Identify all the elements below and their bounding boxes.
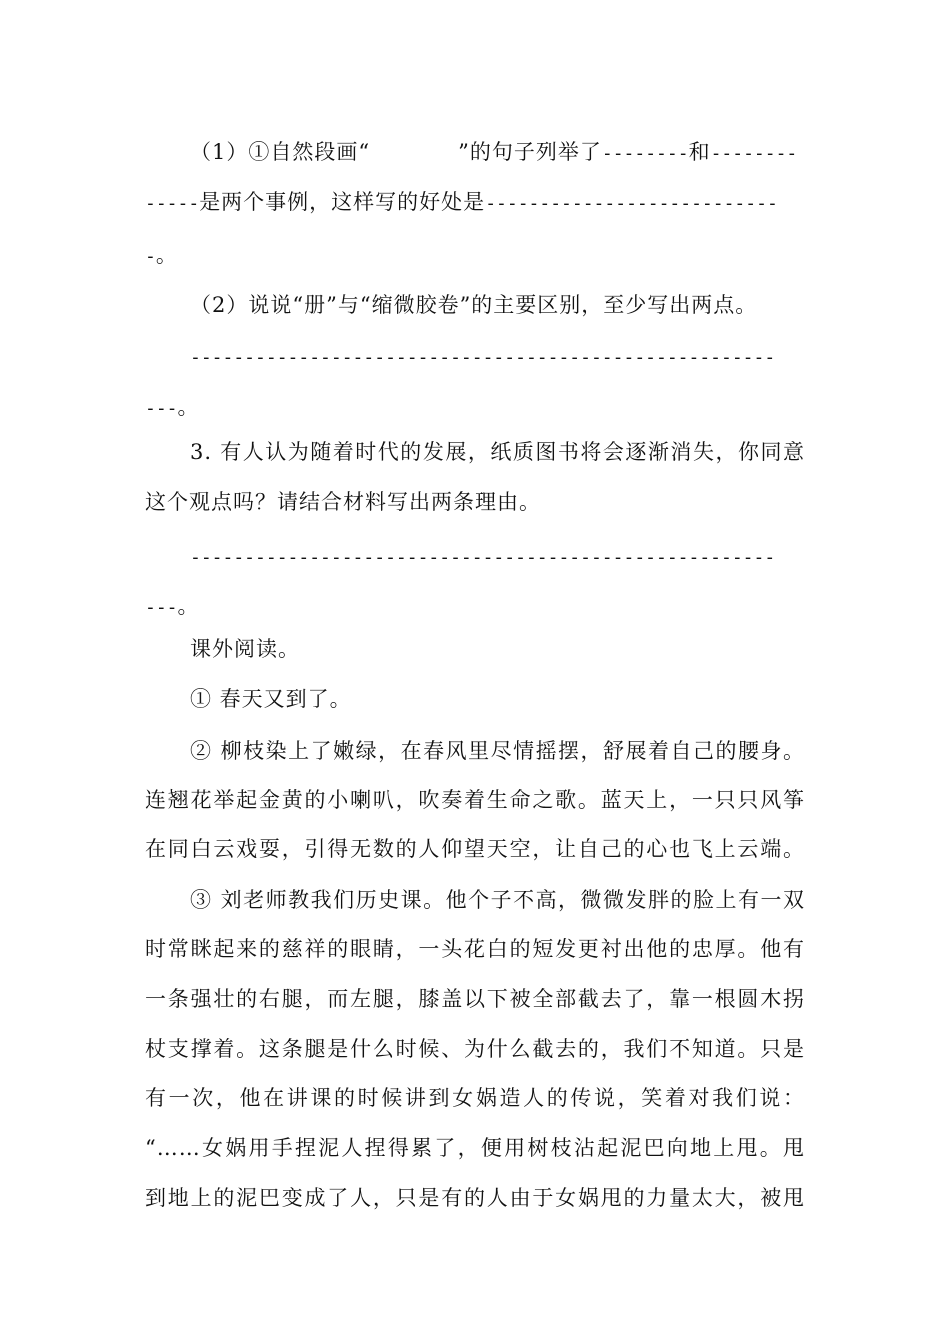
question-3-line-1: 3. 有人认为随着时代的发展，纸质图书将会逐渐消失，你同意	[190, 440, 805, 464]
question-3-line-2: 这个观点吗？请结合材料写出两条理由。	[145, 490, 541, 514]
question-2-1-prefix: （1）①自然段画“	[190, 140, 371, 164]
question-2-1-and: 和	[688, 140, 711, 164]
passage-paragraph-3-line-3: 一条强壮的右腿，而左腿，膝盖以下被全部截去了，靠一根圆木拐	[145, 987, 805, 1011]
passage-paragraph-1: ① 春天又到了。	[190, 687, 352, 711]
passage-paragraph-3-line-6: “……女娲用手捏泥人捏得累了，便用树枝沾起泥巴向地上甩。甩	[145, 1136, 805, 1160]
question-2-1-line-1	[190, 137, 805, 169]
question-3-end: 。	[177, 594, 200, 618]
passage-paragraph-3-line-1: ③ 刘老师教我们历史课。他个子不高，微微发胖的脸上有一双	[190, 888, 805, 912]
question-2-1-suffix: 是两个事例，这样写的好处是	[199, 190, 486, 214]
question-2-1-gap	[370, 140, 458, 164]
answer-blank-2b[interactable]: -----	[145, 193, 200, 214]
question-2-2-answer-end[interactable]: ---	[145, 398, 178, 419]
question-2-2-answer-end-line	[145, 392, 805, 424]
answer-blank-1[interactable]: --------	[601, 143, 689, 164]
question-2-2-text: （2）说说“册”与“缩微胶卷”的主要区别，至少写出两点。	[190, 293, 758, 317]
answer-blank-2a[interactable]: --------	[710, 143, 798, 164]
question-3-answer-line[interactable]: ------------------------------------------------------	[190, 547, 776, 568]
question-2-1-line-2	[145, 187, 805, 219]
question-3-answer-end[interactable]: ---	[145, 597, 178, 618]
passage-paragraph-3-line-7: 到地上的泥巴变成了人，只是有的人由于女娲甩的力量太大，被甩	[145, 1186, 805, 1210]
answer-blank-3[interactable]: ---------------------------	[485, 193, 778, 214]
passage-paragraph-3-line-4: 杖支撑着。这条腿是什么时候、为什么截去的，我们不知道。只是	[145, 1037, 805, 1061]
question-2-1-line-3	[145, 240, 805, 272]
answer-blank-3-end[interactable]: -	[145, 246, 156, 267]
passage-paragraph-2-line-3: 在同白云戏耍，引得无数的人仰望天空，让自己的心也飞上云端。	[145, 837, 805, 861]
section-title: 课外阅读。	[190, 637, 300, 661]
question-2-2-end: 。	[177, 395, 200, 419]
passage-paragraph-2-line-2: 连翘花举起金黄的小喇叭，吹奏着生命之歌。蓝天上，一只只风筝	[145, 788, 805, 812]
question-2-2-answer-line[interactable]: ------------------------------------------------------	[190, 347, 776, 368]
question-2-1-end: 。	[155, 243, 178, 267]
question-3-answer-end-line	[145, 591, 805, 623]
passage-paragraph-3-line-5: 有一次，他在讲课的时候讲到女娲造人的传说，笑着对我们说：	[145, 1086, 805, 1110]
passage-paragraph-2-line-1: ② 柳枝染上了嫩绿，在春风里尽情摇摆，舒展着自己的腰身。	[190, 739, 805, 763]
passage-paragraph-3-line-2: 时常眯起来的慈祥的眼睛，一头花白的短发更衬出他的忠厚。他有	[145, 937, 805, 961]
question-2-1-mid: ”的句子列举了	[458, 140, 602, 164]
